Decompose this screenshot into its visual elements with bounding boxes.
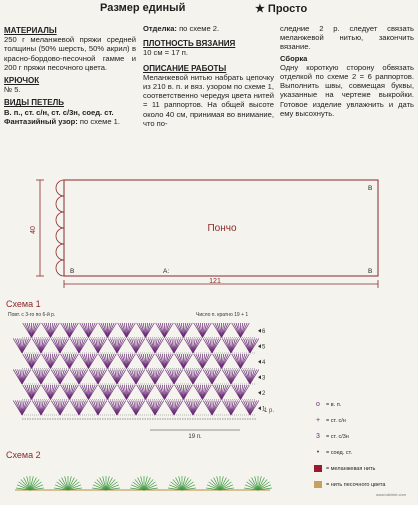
point-b-bottom: B — [368, 268, 373, 275]
size-label: Размер единый — [100, 2, 186, 14]
legend-symbol: • — [316, 449, 320, 456]
point-a: A: — [163, 268, 170, 275]
diagrams-area — [0, 168, 418, 500]
legend — [314, 401, 386, 488]
scheme1-row-arrow — [258, 344, 261, 348]
legend-text: = меланжевая нить — [326, 466, 376, 472]
legend-text: = нить песочного цвета — [326, 482, 386, 488]
scheme1-row-arrow — [258, 360, 261, 364]
scheme1-row-number: 4 — [262, 359, 266, 366]
page-header — [0, 0, 418, 18]
scheme1-row-label: 1 р. — [264, 408, 275, 414]
density-text: 10 см = 17 п. — [143, 48, 189, 58]
scheme1-grid — [13, 323, 259, 419]
legend-symbol: o — [316, 401, 320, 408]
column-right — [280, 24, 414, 118]
scheme2-fans — [15, 476, 272, 490]
fancy-pattern — [4, 117, 136, 126]
scheme1-row-number: 3 — [262, 375, 266, 382]
finishing — [143, 24, 274, 33]
legend-text: = ст. с/3н — [326, 434, 349, 440]
column-left — [4, 24, 136, 126]
legend-swatch — [314, 465, 322, 472]
materials-text: 250 г меланжевой пряжи средней толщины (50% шерсть, 50% акрил) в красно-бордово-песочной гамме и 200 г пряжи песочного цвета. — [4, 35, 136, 72]
stitches-heading: ВИДЫ ПЕТЕЛЬ — [4, 98, 64, 108]
width-label: 121 — [209, 278, 221, 285]
point-b-top: B — [368, 185, 373, 192]
scheme1-row-number: 2 — [262, 390, 266, 397]
scallop — [56, 180, 64, 196]
poncho-pattern — [30, 180, 378, 288]
scheme1-row-arrow — [258, 375, 261, 379]
finishing-text: по схеме 2. — [176, 24, 220, 33]
work-text: Меланжевой нитью набрать цепочку из 210 в. п. и вяз. узором по схеме 1, соответственно чередуя цвета нитей = 11 раппортов. На общей высоте около 40 см, принимая во внимание, что по- — [143, 72, 274, 128]
scheme1-row-numbers — [258, 329, 266, 413]
hook-text: № 5. — [4, 85, 21, 95]
scheme1-repeat-note: Повт. с 3-го по 6-й р. — [8, 312, 56, 318]
scheme1-title: Схема 1 — [6, 299, 41, 309]
height-label: 40 — [30, 226, 37, 234]
legend-text: = соед. ст. — [326, 450, 353, 456]
scallop — [56, 212, 64, 228]
stitches-text: В. п., ст. с/н, ст. с/3н, соед. ст. — [4, 107, 114, 117]
assembly-heading: Сборка — [280, 53, 308, 63]
legend-symbol: 3 — [316, 433, 320, 440]
legend-symbol: + — [315, 417, 321, 424]
scheme1-row-number: 1 — [262, 406, 266, 413]
legend-swatch — [314, 481, 322, 488]
hook-heading: КРЮЧОК — [4, 76, 40, 86]
assembly-text: Одну короткую сторону обвязать отделкой по схеме 2 = 6 раппортов. Выполнить швы, совмещая буквы, указанные на чертеже выкройки. Готовое изделие увлажнить и дать ему высохнуть. — [280, 62, 414, 118]
finishing-label: Отделка: — [143, 24, 177, 33]
scheme1-count-note: Число п. кратно 19 + 1 — [196, 312, 249, 318]
point-b-left: B — [70, 268, 75, 275]
scallop — [56, 244, 64, 260]
diagrams-svg — [0, 168, 418, 500]
scheme1-row-number: 6 — [262, 328, 266, 335]
work-continued-text: следние 2 р. следует связать меланжевой нитью, закончить вязание. — [280, 24, 414, 52]
scallop — [56, 260, 64, 276]
poncho-scallops — [56, 180, 64, 276]
legend-text: = ст. с/н — [326, 418, 346, 424]
fancy-label: Фантазийный узор: — [4, 116, 78, 126]
scheme1-row-arrow — [258, 329, 261, 333]
difficulty-label: ★ Просто — [255, 3, 308, 15]
legend-text: = в. п. — [326, 402, 342, 408]
scallop — [56, 228, 64, 244]
density-heading: ПЛОТНОСТЬ ВЯЗАНИЯ — [143, 39, 236, 49]
fancy-text: по схеме 1. — [77, 116, 120, 126]
scallop — [56, 196, 64, 212]
scheme1-width-label: 19 п. — [188, 434, 202, 440]
scheme1-row-number: 5 — [262, 344, 266, 351]
column-middle — [143, 24, 274, 128]
scheme1-row-arrow — [258, 406, 261, 410]
scheme-1 — [6, 299, 274, 440]
watermark: www.labirint.com — [376, 492, 407, 497]
scheme1-row-arrow — [258, 391, 261, 395]
scheme2-title: Схема 2 — [6, 450, 41, 460]
work-heading: ОПИСАНИЕ РАБОТЫ — [143, 63, 227, 73]
poncho-label: Пончо — [207, 223, 237, 234]
scheme-2 — [6, 450, 272, 490]
materials-heading: МАТЕРИАЛЫ — [4, 26, 57, 35]
